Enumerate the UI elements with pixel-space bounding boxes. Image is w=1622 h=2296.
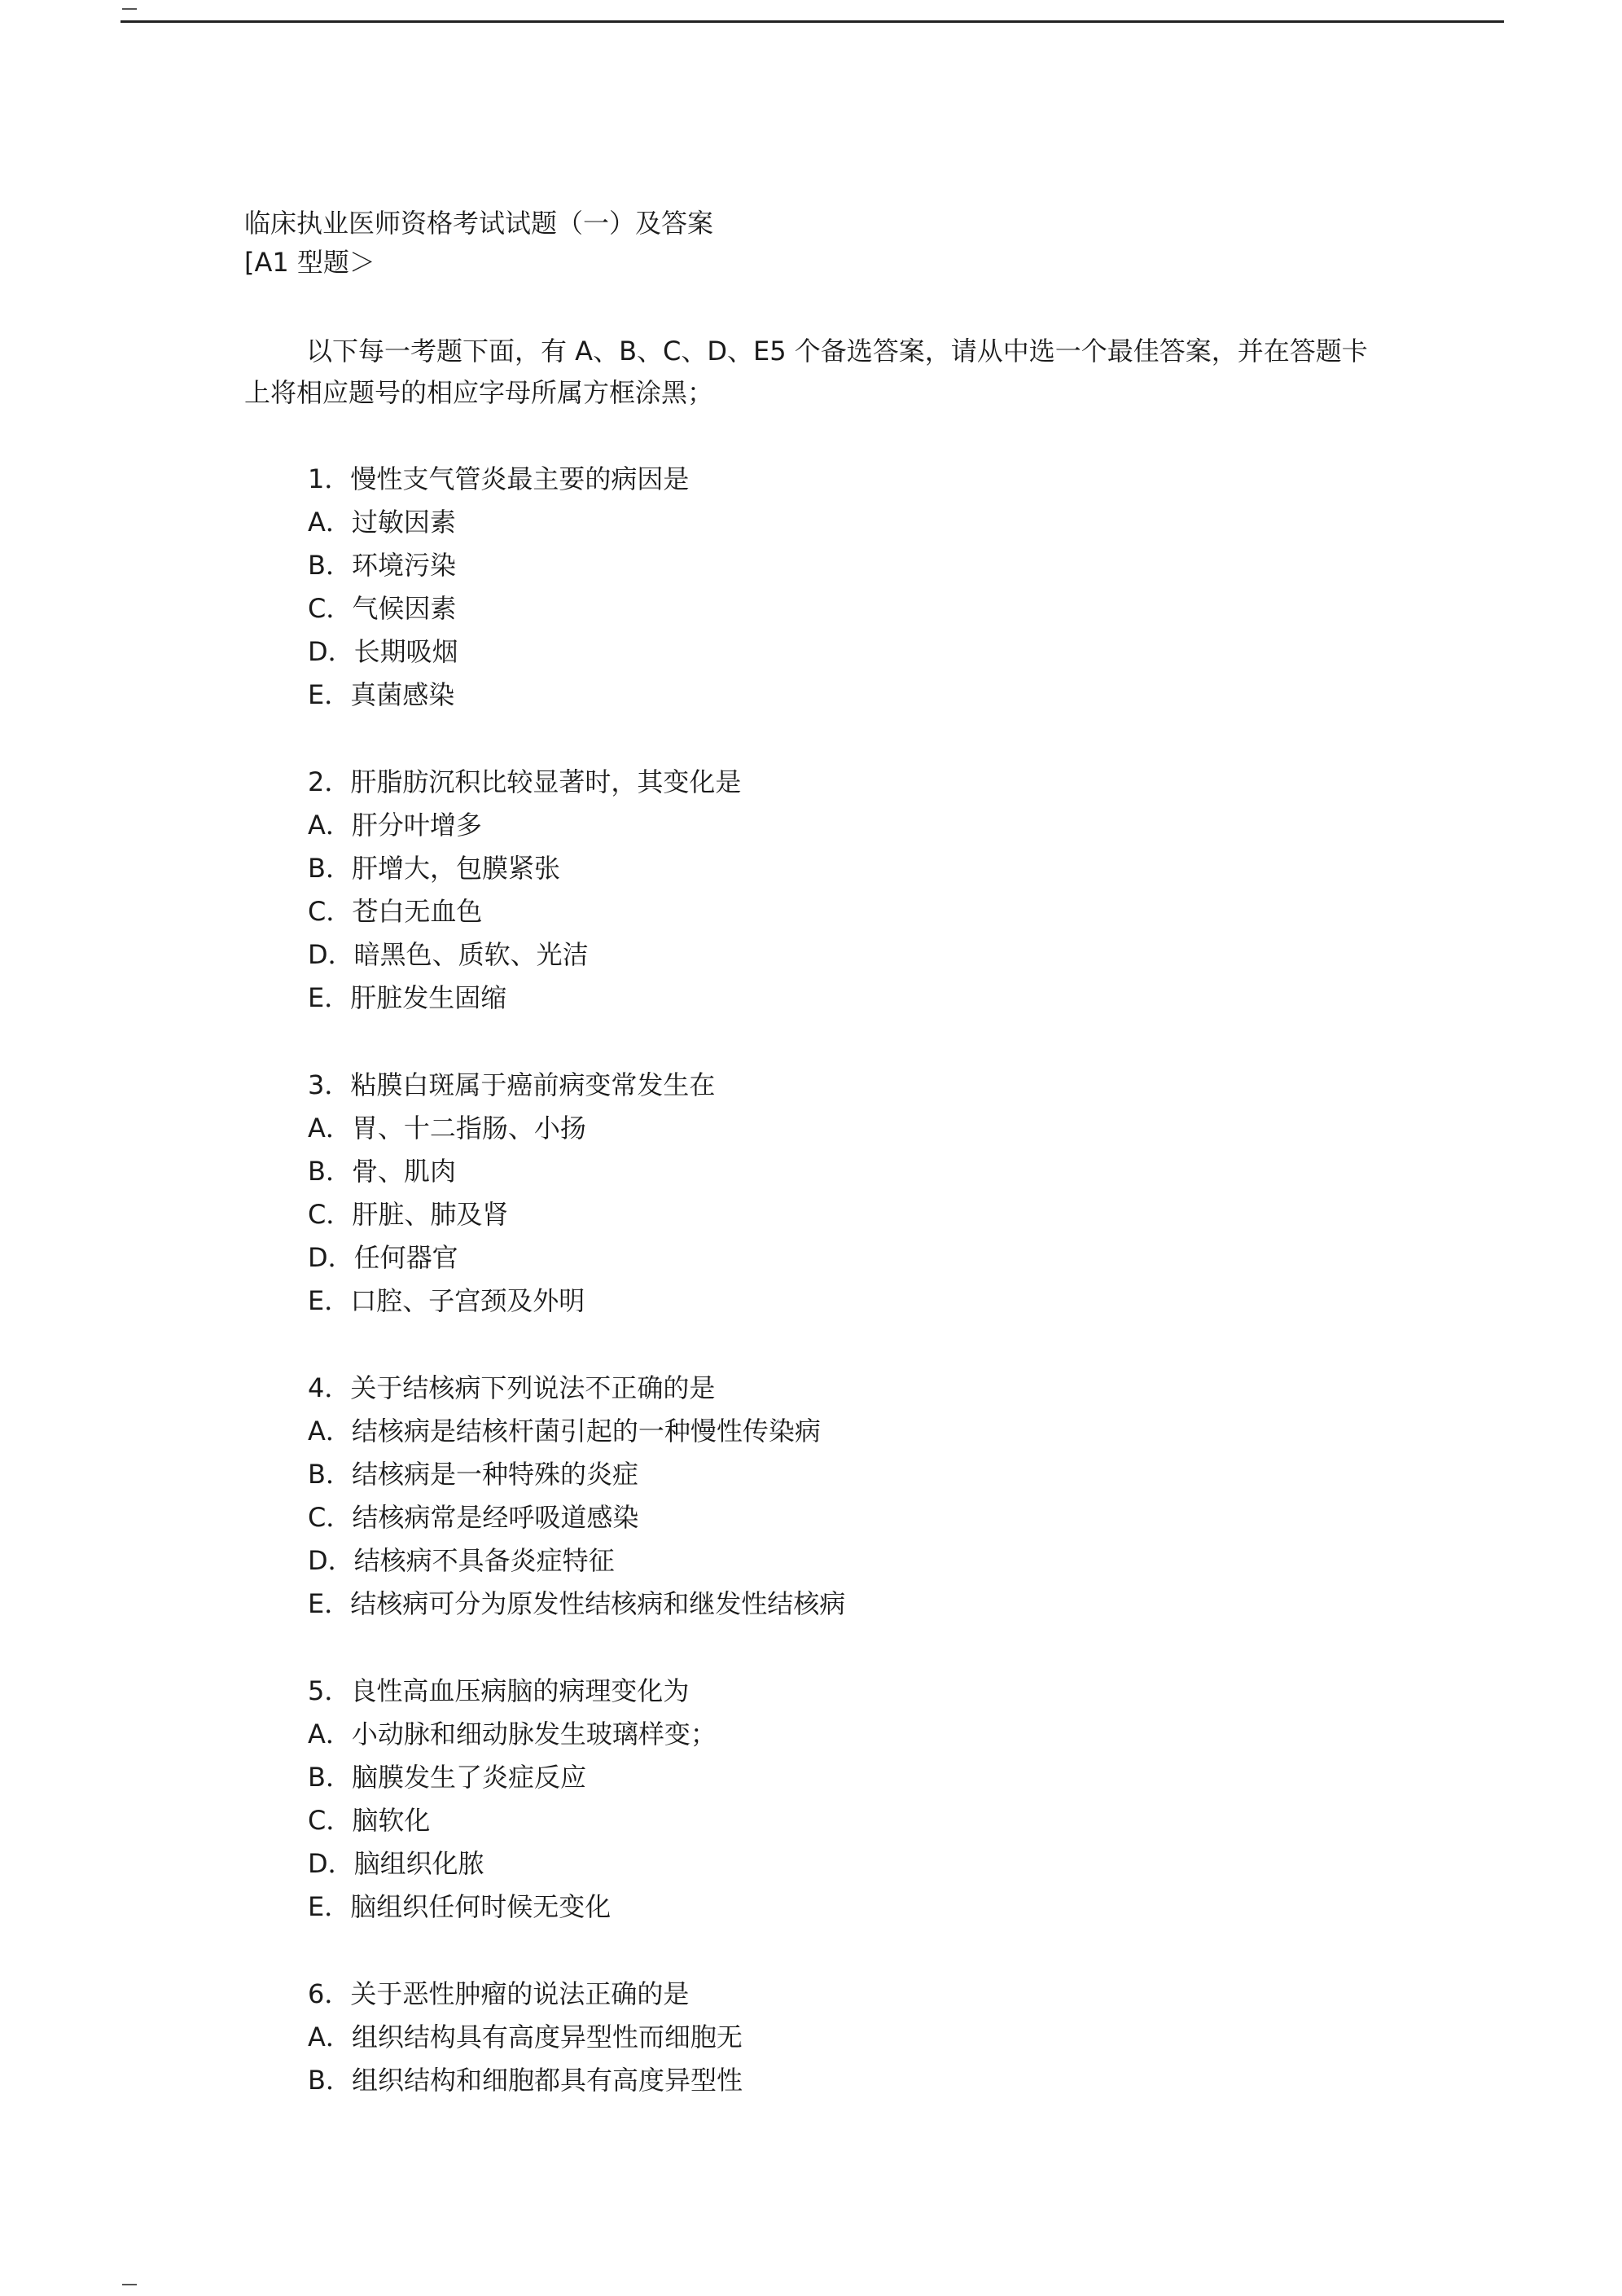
header-rule bbox=[121, 20, 1504, 23]
question-6 bbox=[244, 1973, 1368, 2102]
option-d: D．任何器官 bbox=[308, 1242, 458, 1273]
question-3 bbox=[244, 1064, 1368, 1323]
question-2 bbox=[244, 761, 1368, 1020]
question-4 bbox=[244, 1367, 1368, 1626]
option-c: C．脑软化 bbox=[308, 1805, 431, 1836]
question-stem: 6．关于恶性肿瘤的说法正确的是 bbox=[308, 1978, 690, 2009]
option-c: C．结核病常是经呼吸道感染 bbox=[308, 1502, 639, 1533]
option-d: D．结核病不具备炎症特征 bbox=[308, 1545, 615, 1576]
option-d: D．暗黑色、质软、光洁 bbox=[308, 939, 589, 970]
option-b: B．环境污染 bbox=[308, 550, 456, 581]
section-label: [A1 型题＞ bbox=[244, 247, 375, 278]
option-e: E．口腔、子宫颈及外明 bbox=[308, 1285, 585, 1316]
option-b: B．结核病是一种特殊的炎症 bbox=[308, 1459, 638, 1490]
option-e: E．脑组织任何时候无变化 bbox=[308, 1891, 612, 1922]
question-stem: 2．肝脂肪沉积比较显著时，其变化是 bbox=[308, 766, 742, 797]
option-a: A．肝分叶增多 bbox=[308, 810, 482, 841]
option-d: D．长期吸烟 bbox=[308, 636, 458, 667]
question-stem: 1．慢性支气管炎最主要的病因是 bbox=[308, 463, 690, 494]
option-a: A．结核病是结核杆菌引起的一种慢性传染病 bbox=[308, 1416, 821, 1447]
option-a: A．小动脉和细动脉发生玻璃样变； bbox=[308, 1719, 717, 1749]
question-stem: 4．关于结核病下列说法不正确的是 bbox=[308, 1372, 716, 1403]
question-list bbox=[244, 458, 1368, 2102]
document-title: 临床执业医师资格考试试题（一）及答案 bbox=[244, 208, 714, 239]
option-a: A．过敏因素 bbox=[308, 507, 456, 538]
question-stem: 5．良性高血压病脑的病理变化为 bbox=[308, 1675, 690, 1706]
option-c: C．肝脏、肺及肾 bbox=[308, 1199, 509, 1230]
option-e: E．肝脏发生固缩 bbox=[308, 982, 507, 1013]
option-e: E．结核病可分为原发性结核病和继发性结核病 bbox=[308, 1588, 846, 1619]
option-a: A．胃、十二指肠、小扬 bbox=[308, 1113, 586, 1144]
option-b: B．肝增大，包膜紧张 bbox=[308, 853, 560, 884]
question-1 bbox=[244, 458, 1368, 717]
option-c: C．气候因素 bbox=[308, 593, 457, 624]
option-d: D．脑组织化脓 bbox=[308, 1848, 484, 1879]
document-body bbox=[244, 204, 1368, 2102]
option-c: C．苍白无血色 bbox=[308, 896, 483, 927]
bottom-corner-mark bbox=[122, 2284, 137, 2285]
option-e: E．真菌感染 bbox=[308, 679, 455, 710]
question-5 bbox=[244, 1670, 1368, 1929]
instructions-paragraph: 以下每一考题下面，有 A、B、C、D、E5 个备选答案，请从中选一个最佳答案，并在答题卡上将相应题号的相应字母所属方框涂黑； bbox=[244, 336, 1368, 408]
question-stem: 3．粘膜白斑属于癌前病变常发生在 bbox=[308, 1069, 716, 1100]
option-b: B．脑膜发生了炎症反应 bbox=[308, 1762, 586, 1793]
top-corner-mark bbox=[122, 8, 137, 10]
option-b: B．组织结构和细胞都具有高度异型性 bbox=[308, 2065, 743, 2096]
option-a: A．组织结构具有高度异型性而细胞无 bbox=[308, 2022, 743, 2052]
option-b: B．骨、肌肉 bbox=[308, 1156, 456, 1187]
